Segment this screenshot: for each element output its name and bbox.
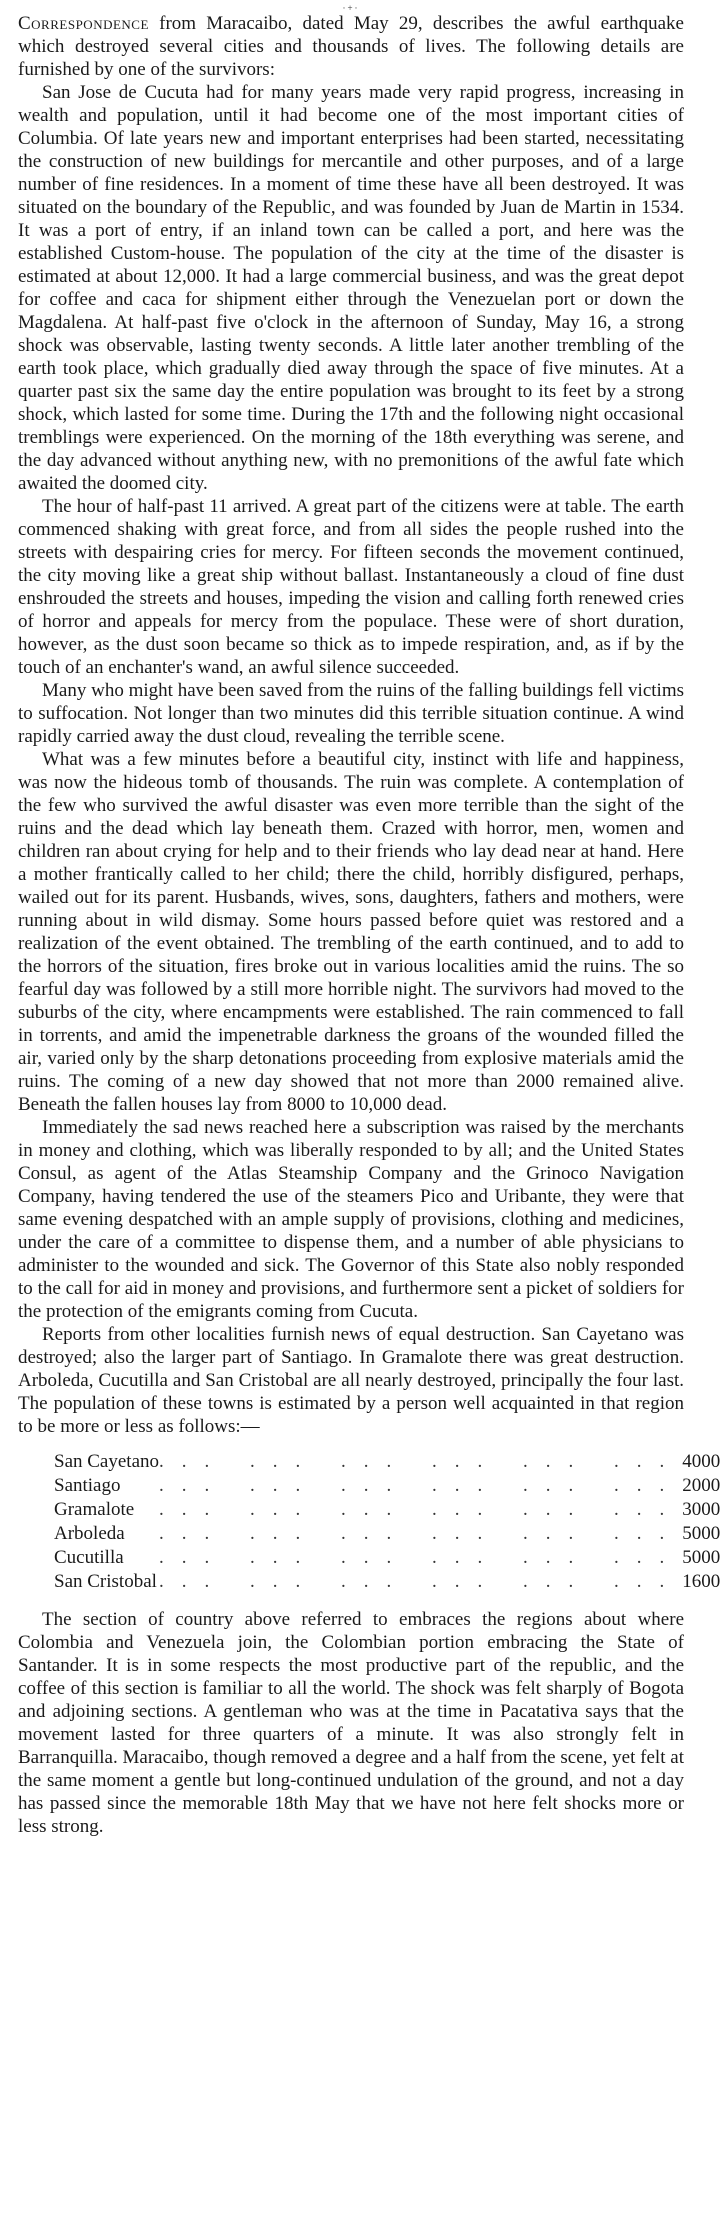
lead-word: Correspondence	[18, 13, 149, 34]
town-name: Gramalote	[54, 1499, 135, 1520]
paragraph-text: from Maracaibo, dated May 29, describes the awful earthquake which destroyed several cities and thousands of lives. The following details are furnished by one of the survivors:	[18, 13, 684, 80]
article-paragraph-2: San Jose de Cucuta had for many years made very rapid progress, increasing in wealth and population, until it had become one of the most important cities of Columbia. Of late years new and important enterprises had been started, necessitating the construction of new buildings for mercantile and other purposes, and of a large number of fine residences. In a moment of time these have all been destroyed. It was situated on the boundary of the Republic, and was founded by Juan de Martin in 1534. It was a port of entry, if an inland town can be called a port, and here was the established Custom-house. The population of the city at the time of the disaster is estimated at about 12,000. It had a large commercial business, and was the great depot for coffee and caca for shipment either through the Venezuelan port or down the Magdalena. At half-past five o'clock in the afternoon of Sunday, May 16, a strong shock was observable, lasting twenty seconds. A little later another trembling of the earth took place, which gradually died away through the space of five minutes. At a quarter past six the same day the entire population was brought to its feet by a strong shock, which lasted for some time. During the 17th and the following night occasional tremblings were experienced. On the morning of the 18th everything was serene, and the day advanced without anything new, with no premonitions of the awful fate which awaited the doomed city.	[18, 82, 684, 494]
article-paragraph-5: What was a few minutes before a beautiful city, instinct with life and happiness, was now the hideous tomb of thousands. The ruin was complete. A contemplation of the few who survived the awful disaster was even more terrible than the sight of the ruins and the dead which lay beneath them. Crazed with horror, men, women and children ran about crying for help and to their friends who lay dead near at hand. Here a mother frantically called to her child; there the child, horribly disfigured, perhaps, wailed out for its parent. Husbands, wives, sons, daughters, fathers and mothers, were running about in wild dismay. Some hours passed before quiet was restored and a realization of the event obtained. The trembling of the earth continued, and to add to the horrors of the situation, fires broke out in various localities amid the ruins. The so fearful day was followed by a still more horrible night. The survivors had moved to the suburbs of the city, where encampments were established. The rain commenced to fall in torrents, and amid the impenetrable darkness the groans of the wounded filled the air, varied only by the sharp detonations proceeding from explosive materials amid the ruins. The coming of a new day showed that not more than 2000 remained alive. Beneath the fallen houses lay from 8000 to 10,000 dead.	[18, 749, 684, 1115]
town-name: Arboleda	[54, 1523, 125, 1544]
town-name: Santiago	[54, 1475, 121, 1496]
town-name: San Cristobal	[54, 1571, 157, 1592]
dot-leader: ... ... ... ... ... ...	[159, 1451, 683, 1472]
article-paragraph-1	[18, 12, 684, 81]
table-row	[54, 1546, 720, 1570]
dot-leader: ... ... ... ... ... ...	[159, 1547, 683, 1568]
dot-leader: ... ... ... ... ... ...	[159, 1523, 683, 1544]
table-row	[54, 1498, 720, 1522]
article-paragraph-6: Immediately the sad news reached here a subscription was raised by the merchants in money and clothing, which was liberally responded to by all; and the United States Consul, as agent of the Atlas Steamship Company and the Grinoco Navigation Company, having tendered the use of the steamers Pico and Uribante, they were that same evening despatched with an ample supply of provisions, clothing and medicines, under the care of a committee to dispense them, and a number of able physicians to administer to the wounded and sick. The Governor of this State also nobly responded to the call for aid in money and provisions, and furthermore sent a picket of soldiers for the protection of the emigrants coming from Cucuta.	[18, 1117, 684, 1322]
article-paragraph-7: Reports from other localities furnish news of equal destruction. San Cayetano was destroyed; also the larger part of Santiago. In Gramalote there was great destruction. Arboleda, Cucutilla and San Cristobal are all nearly destroyed, principally the four last. The population of these towns is estimated by a person well acquainted in that region to be more or less as follows:—	[18, 1324, 684, 1437]
article-paragraph-4: Many who might have been saved from the ruins of the falling buildings fell victims to suffocation. Not longer than two minutes did this terrible situation continue. A wind rapidly carried away the dust cloud, revealing the terrible scene.	[18, 680, 684, 747]
table-row	[54, 1522, 720, 1546]
town-population: 4000	[682, 1451, 720, 1472]
dot-leader: ... ... ... ... ... ...	[159, 1499, 683, 1520]
town-name: San Cayetano	[54, 1451, 160, 1472]
table-row	[54, 1570, 720, 1594]
article-closing-paragraph: The section of country above referred to embraces the regions about where Colombia and Venezuela join, the Colombian portion embracing the State of Santander. It is in some respects the most productive part of the republic, and the coffee of this section is familiar to all the world. The shock was felt sharply of Bogota and adjoining sections. A gentleman who was at the time in Pacatativa says that the movement lasted for three quarters of a minute. It was also strongly felt in Barranquilla. Maracaibo, though removed a degree and a half from the scene, yet felt at the same moment a gentle but long-continued undulation of the ground, and not a day has passed since the memorable 18th May that we have not here felt shocks more or less strong.	[18, 1609, 684, 1837]
town-population: 2000	[682, 1475, 720, 1496]
town-population-table	[54, 1450, 720, 1594]
column-ornament: ·+·	[342, 3, 360, 13]
town-name: Cucutilla	[54, 1547, 124, 1568]
town-population: 1600	[682, 1571, 720, 1592]
table-row	[54, 1474, 720, 1498]
town-population: 5000	[682, 1523, 720, 1544]
table-row	[54, 1450, 720, 1474]
town-population: 3000	[682, 1499, 720, 1520]
dot-leader: ... ... ... ... ... ...	[159, 1475, 683, 1496]
town-population: 5000	[682, 1547, 720, 1568]
dot-leader: ... ... ... ... ... ...	[159, 1571, 683, 1592]
article-paragraph-3: The hour of half-past 11 arrived. A great part of the citizens were at table. The earth commenced shaking with great force, and from all sides the people rushed into the streets with despairing cries for mercy. For fifteen seconds the movement continued, the city moving like a great ship without ballast. Instantaneously a cloud of fine dust enshrouded the streets and houses, impeding the vision and calling forth renewed cries of horror and appeals for mercy from the populace. These were of short duration, however, as the dust soon became so thick as to impede respiration, and, as if by the touch of an enchanter's wand, an awful silence succeeded.	[18, 496, 684, 678]
